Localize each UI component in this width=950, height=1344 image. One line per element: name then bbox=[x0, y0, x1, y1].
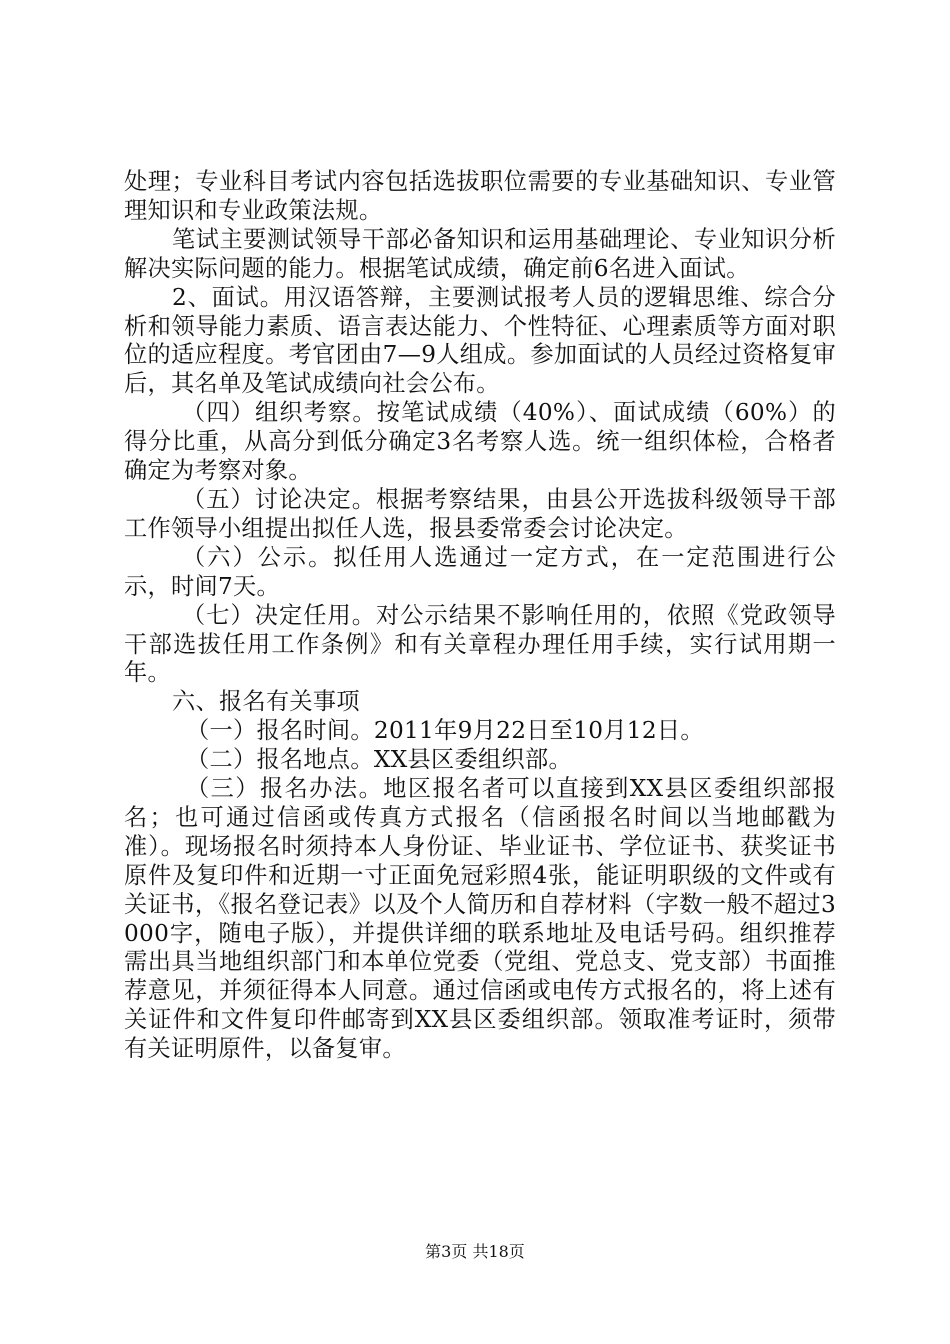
paragraph-registration-time: （一）报名时间。2011年9月22日至10月12日。 bbox=[186, 717, 704, 745]
paragraph-interview: 2、面试。用汉语答辩，主要测试报考人员的逻辑思维、综合分析和领导能力素质、语言表达能力、个性特征、心理素质等方面对职位的适应程度。考官团由7—9人组成。参加面试的人员经过资格复审后，其名单及笔试成绩向社会公布。 bbox=[124, 283, 836, 398]
paragraph-publicity: （六）公示。拟任用人选通过一定方式，在一定范围进行公示，时间7天。 bbox=[124, 543, 836, 600]
paragraph-registration-method: （三）报名办法。地区报名者可以直接到XX县区委组织部报名；也可通过信函或传真方式报名（信函报名时间以当地邮戳为准）。现场报名时须持本人身份证、毕业证书、学位证书、获奖证书原件及复印件和近期一寸正面免冠彩照4张，能证明职级的文件或有关证书，《报名登记表》以及个人简历和自荐材料（字数一般不超过3000字，随电子版），并提供详细的联系地址及电话号码。组织推荐需出具当地组织部门和本单位党委（党组、党总支、党支部）书面推荐意见，并须征得本人同意。通过信函或电传方式报名的，将上述有关证件和文件复印件邮寄到XX县区委组织部。领取准考证时，须带有关证明原件，以备复审。 bbox=[124, 775, 836, 1063]
document-body bbox=[124, 168, 836, 1064]
paragraph-written-exam: 笔试主要测试领导干部必备知识和运用基础理论、专业知识分析解决实际问题的能力。根据笔试成绩，确定前6名进入面试。 bbox=[124, 225, 836, 282]
paragraph-registration-place: （二）报名地点。XX县区委组织部。 bbox=[186, 746, 572, 774]
section-heading-registration: 六、报名有关事项 bbox=[172, 688, 360, 716]
paragraph-appointment: （七）决定任用。对公示结果不影响任用的，依照《党政领导干部选拔任用工作条例》和有关章程办理任用手续，实行试用期一年。 bbox=[124, 601, 836, 687]
paragraph-exam-content: 处理；专业科目考试内容包括选拔职位需要的专业基础知识、专业管理知识和专业政策法规。 bbox=[124, 168, 836, 224]
paragraph-inspection: （四）组织考察。按笔试成绩（40%）、面试成绩（60%）的得分比重，从高分到低分确定3名考察人选。统一组织体检，合格者确定为考察对象。 bbox=[124, 399, 836, 485]
page-number-footer: 第3页 共18页 bbox=[425, 1242, 525, 1261]
paragraph-decision: （五）讨论决定。根据考察结果，由县公开选拔科级领导干部工作领导小组提出拟任人选，报县委常委会讨论决定。 bbox=[124, 485, 836, 542]
